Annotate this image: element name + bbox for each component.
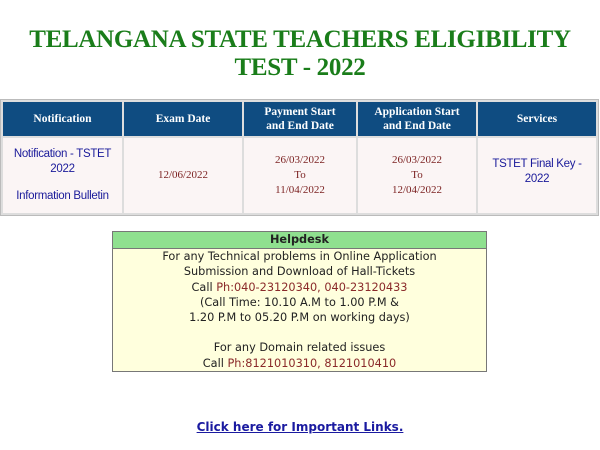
exam-date: 12/06/2022 [124, 138, 242, 213]
helpdesk-text: 1.20 P.M to 05.20 P.M on working days) [189, 311, 410, 325]
helpdesk-phone-line: Call Ph:040-23120340, 040-23120433 [191, 280, 408, 294]
helpdesk-box [112, 231, 487, 372]
final-key-link[interactable]: TSTET Final Key - 2022 [492, 157, 582, 185]
important-links-link[interactable]: Click here for Important Links. [196, 420, 404, 434]
helpdesk-text: (Call Time: 10.10 A.M to 1.00 P.M & [200, 295, 399, 309]
application-dates: 26/03/2022 To 12/04/2022 [358, 138, 476, 213]
helpdesk-text: For any Domain related issues [213, 341, 386, 355]
header-application: Application Start and End Date [358, 102, 476, 136]
helpdesk-text: Submission and Download of Hall-Tickets [183, 265, 416, 279]
header-payment: Payment Start and End Date [244, 102, 356, 136]
notification-link[interactable]: Notification - TSTET 2022 [13, 148, 112, 175]
header-exam-date: Exam Date [124, 102, 242, 136]
information-bulletin-link[interactable]: Information Bulletin [16, 190, 109, 202]
helpdesk-phone-line: Call Ph:8121010310, 8121010410 [202, 356, 397, 370]
schedule-table [0, 99, 599, 216]
header-services: Services [478, 102, 596, 136]
header-notification: Notification [3, 102, 122, 136]
helpdesk-text: For any Technical problems in Online Application [162, 250, 437, 263]
page-title: TELANGANA STATE TEACHERS ELIGIBILITY TEST - 2022 [29, 26, 571, 81]
technical-phone: Ph:040-23120340, 040-23120433 [216, 280, 408, 294]
payment-dates: 26/03/2022 To 11/04/2022 [244, 138, 356, 213]
domain-phone: Ph:8121010310, 8121010410 [227, 356, 397, 370]
helpdesk-title: Helpdesk [113, 232, 486, 249]
